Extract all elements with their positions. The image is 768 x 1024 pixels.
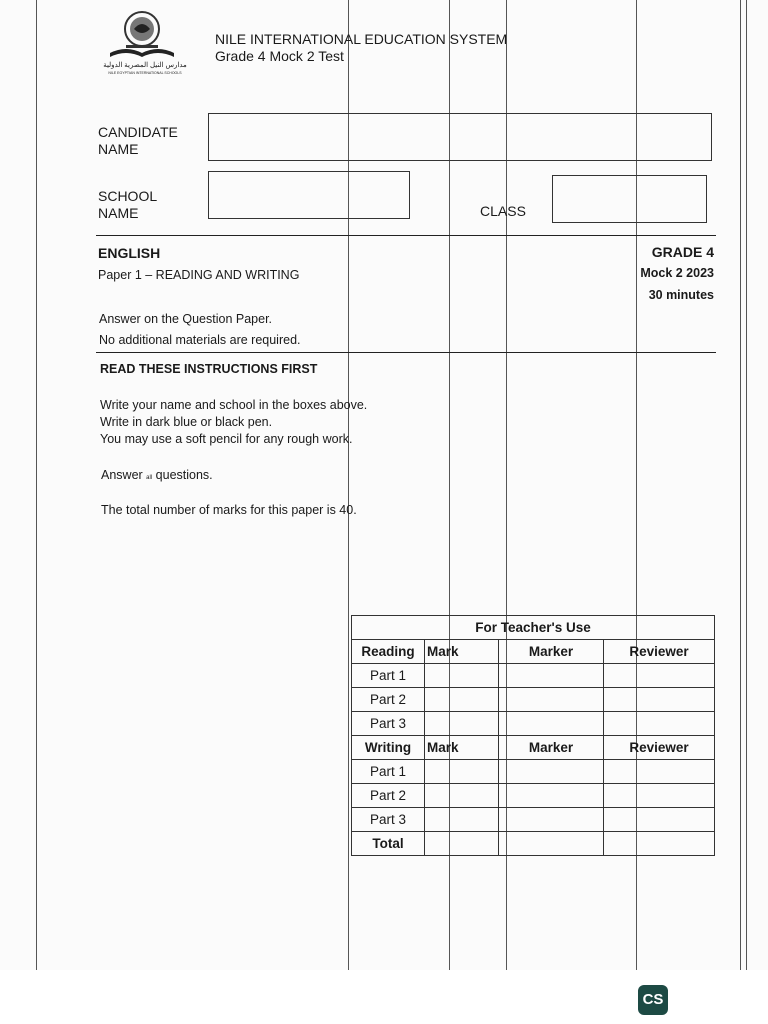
reviewer-cell[interactable] bbox=[604, 760, 715, 784]
reviewer-cell[interactable] bbox=[604, 664, 715, 688]
reviewer-cell[interactable] bbox=[604, 808, 715, 832]
marker-cell[interactable] bbox=[499, 688, 604, 712]
mark-cell[interactable] bbox=[425, 784, 499, 808]
school-name-field[interactable] bbox=[208, 171, 410, 219]
total-marker-cell[interactable] bbox=[499, 832, 604, 856]
mark-cell[interactable] bbox=[425, 712, 499, 736]
row-label: Part 3 bbox=[352, 808, 425, 832]
marker-cell[interactable] bbox=[499, 784, 604, 808]
class-label: CLASS bbox=[480, 203, 526, 219]
instruction-line: Write in dark blue or black pen. bbox=[100, 415, 273, 429]
logo-arabic-text: مدارس النيل المصرية الدولية bbox=[103, 62, 187, 69]
marker-cell[interactable] bbox=[499, 712, 604, 736]
writing-section-header: Writing bbox=[352, 736, 425, 760]
school-name-label: SCHOOL NAME bbox=[98, 188, 158, 221]
reviewer-cell[interactable] bbox=[604, 688, 715, 712]
mark-cell[interactable] bbox=[425, 688, 499, 712]
test-subtitle: Grade 4 Mock 2 Test bbox=[215, 48, 344, 64]
answer-all-word: all bbox=[146, 475, 153, 481]
school-logo bbox=[100, 5, 190, 77]
candidate-name-field[interactable] bbox=[208, 113, 712, 161]
row-label: Part 1 bbox=[352, 760, 425, 784]
instruction-line: You may use a soft pencil for any rough work. bbox=[100, 432, 353, 446]
marker-header: Marker bbox=[499, 640, 604, 664]
table-row bbox=[352, 712, 715, 736]
total-reviewer-cell[interactable] bbox=[604, 832, 715, 856]
class-field[interactable] bbox=[552, 175, 707, 223]
session-label: Mock 2 2023 bbox=[640, 266, 714, 280]
divider bbox=[96, 235, 716, 236]
reviewer-cell[interactable] bbox=[604, 712, 715, 736]
marker-header: Marker bbox=[499, 736, 604, 760]
table-row bbox=[352, 736, 715, 760]
answer-all-line: Answer all questions. bbox=[101, 468, 213, 482]
table-row bbox=[352, 640, 715, 664]
system-title: NILE INTERNATIONAL EDUCATION SYSTEM bbox=[215, 31, 508, 47]
materials-text: No additional materials are required. bbox=[99, 333, 301, 347]
candidate-name-label: CANDIDATE NAME bbox=[98, 124, 178, 157]
logo-english-text: NILE EGYPTIAN INTERNATIONAL SCHOOLS bbox=[108, 71, 182, 75]
reading-section-header: Reading bbox=[352, 640, 425, 664]
scan-line bbox=[740, 0, 741, 970]
table-row bbox=[352, 832, 715, 856]
duration-label: 30 minutes bbox=[648, 288, 714, 302]
grade-label: GRADE 4 bbox=[651, 244, 714, 260]
divider bbox=[96, 352, 716, 353]
instructions-heading: READ THESE INSTRUCTIONS FIRST bbox=[100, 362, 318, 376]
answer-on-text: Answer on the Question Paper. bbox=[99, 312, 273, 326]
reviewer-header: Reviewer bbox=[604, 640, 715, 664]
marker-cell[interactable] bbox=[499, 664, 604, 688]
paper-title: Paper 1 – READING AND WRITING bbox=[98, 268, 300, 282]
row-label: Part 2 bbox=[352, 784, 425, 808]
row-label: Part 1 bbox=[352, 664, 425, 688]
instruction-line: Write your name and school in the boxes above. bbox=[100, 398, 368, 412]
scan-line bbox=[746, 0, 747, 970]
mark-cell[interactable] bbox=[425, 760, 499, 784]
reviewer-header: Reviewer bbox=[604, 736, 715, 760]
table-row bbox=[352, 760, 715, 784]
row-label: Part 2 bbox=[352, 688, 425, 712]
mark-cell[interactable] bbox=[425, 664, 499, 688]
teacher-use-table bbox=[351, 615, 715, 856]
table-row bbox=[352, 784, 715, 808]
subject-title: ENGLISH bbox=[98, 245, 161, 261]
reviewer-cell[interactable] bbox=[604, 784, 715, 808]
total-label: Total bbox=[352, 832, 425, 856]
camscanner-badge[interactable]: CS bbox=[638, 985, 668, 1015]
row-label: Part 3 bbox=[352, 712, 425, 736]
table-row bbox=[352, 616, 715, 640]
table-row bbox=[352, 688, 715, 712]
marker-cell[interactable] bbox=[499, 760, 604, 784]
mark-header: Mark bbox=[425, 736, 499, 760]
table-row bbox=[352, 664, 715, 688]
table-row bbox=[352, 808, 715, 832]
marker-cell[interactable] bbox=[499, 808, 604, 832]
scan-line bbox=[36, 0, 37, 970]
mark-header: Mark bbox=[425, 640, 499, 664]
total-mark-cell[interactable] bbox=[425, 832, 499, 856]
mark-cell[interactable] bbox=[425, 808, 499, 832]
teacher-use-title: For Teacher's Use bbox=[352, 616, 715, 640]
total-marks-line: The total number of marks for this paper is 40. bbox=[101, 503, 357, 517]
